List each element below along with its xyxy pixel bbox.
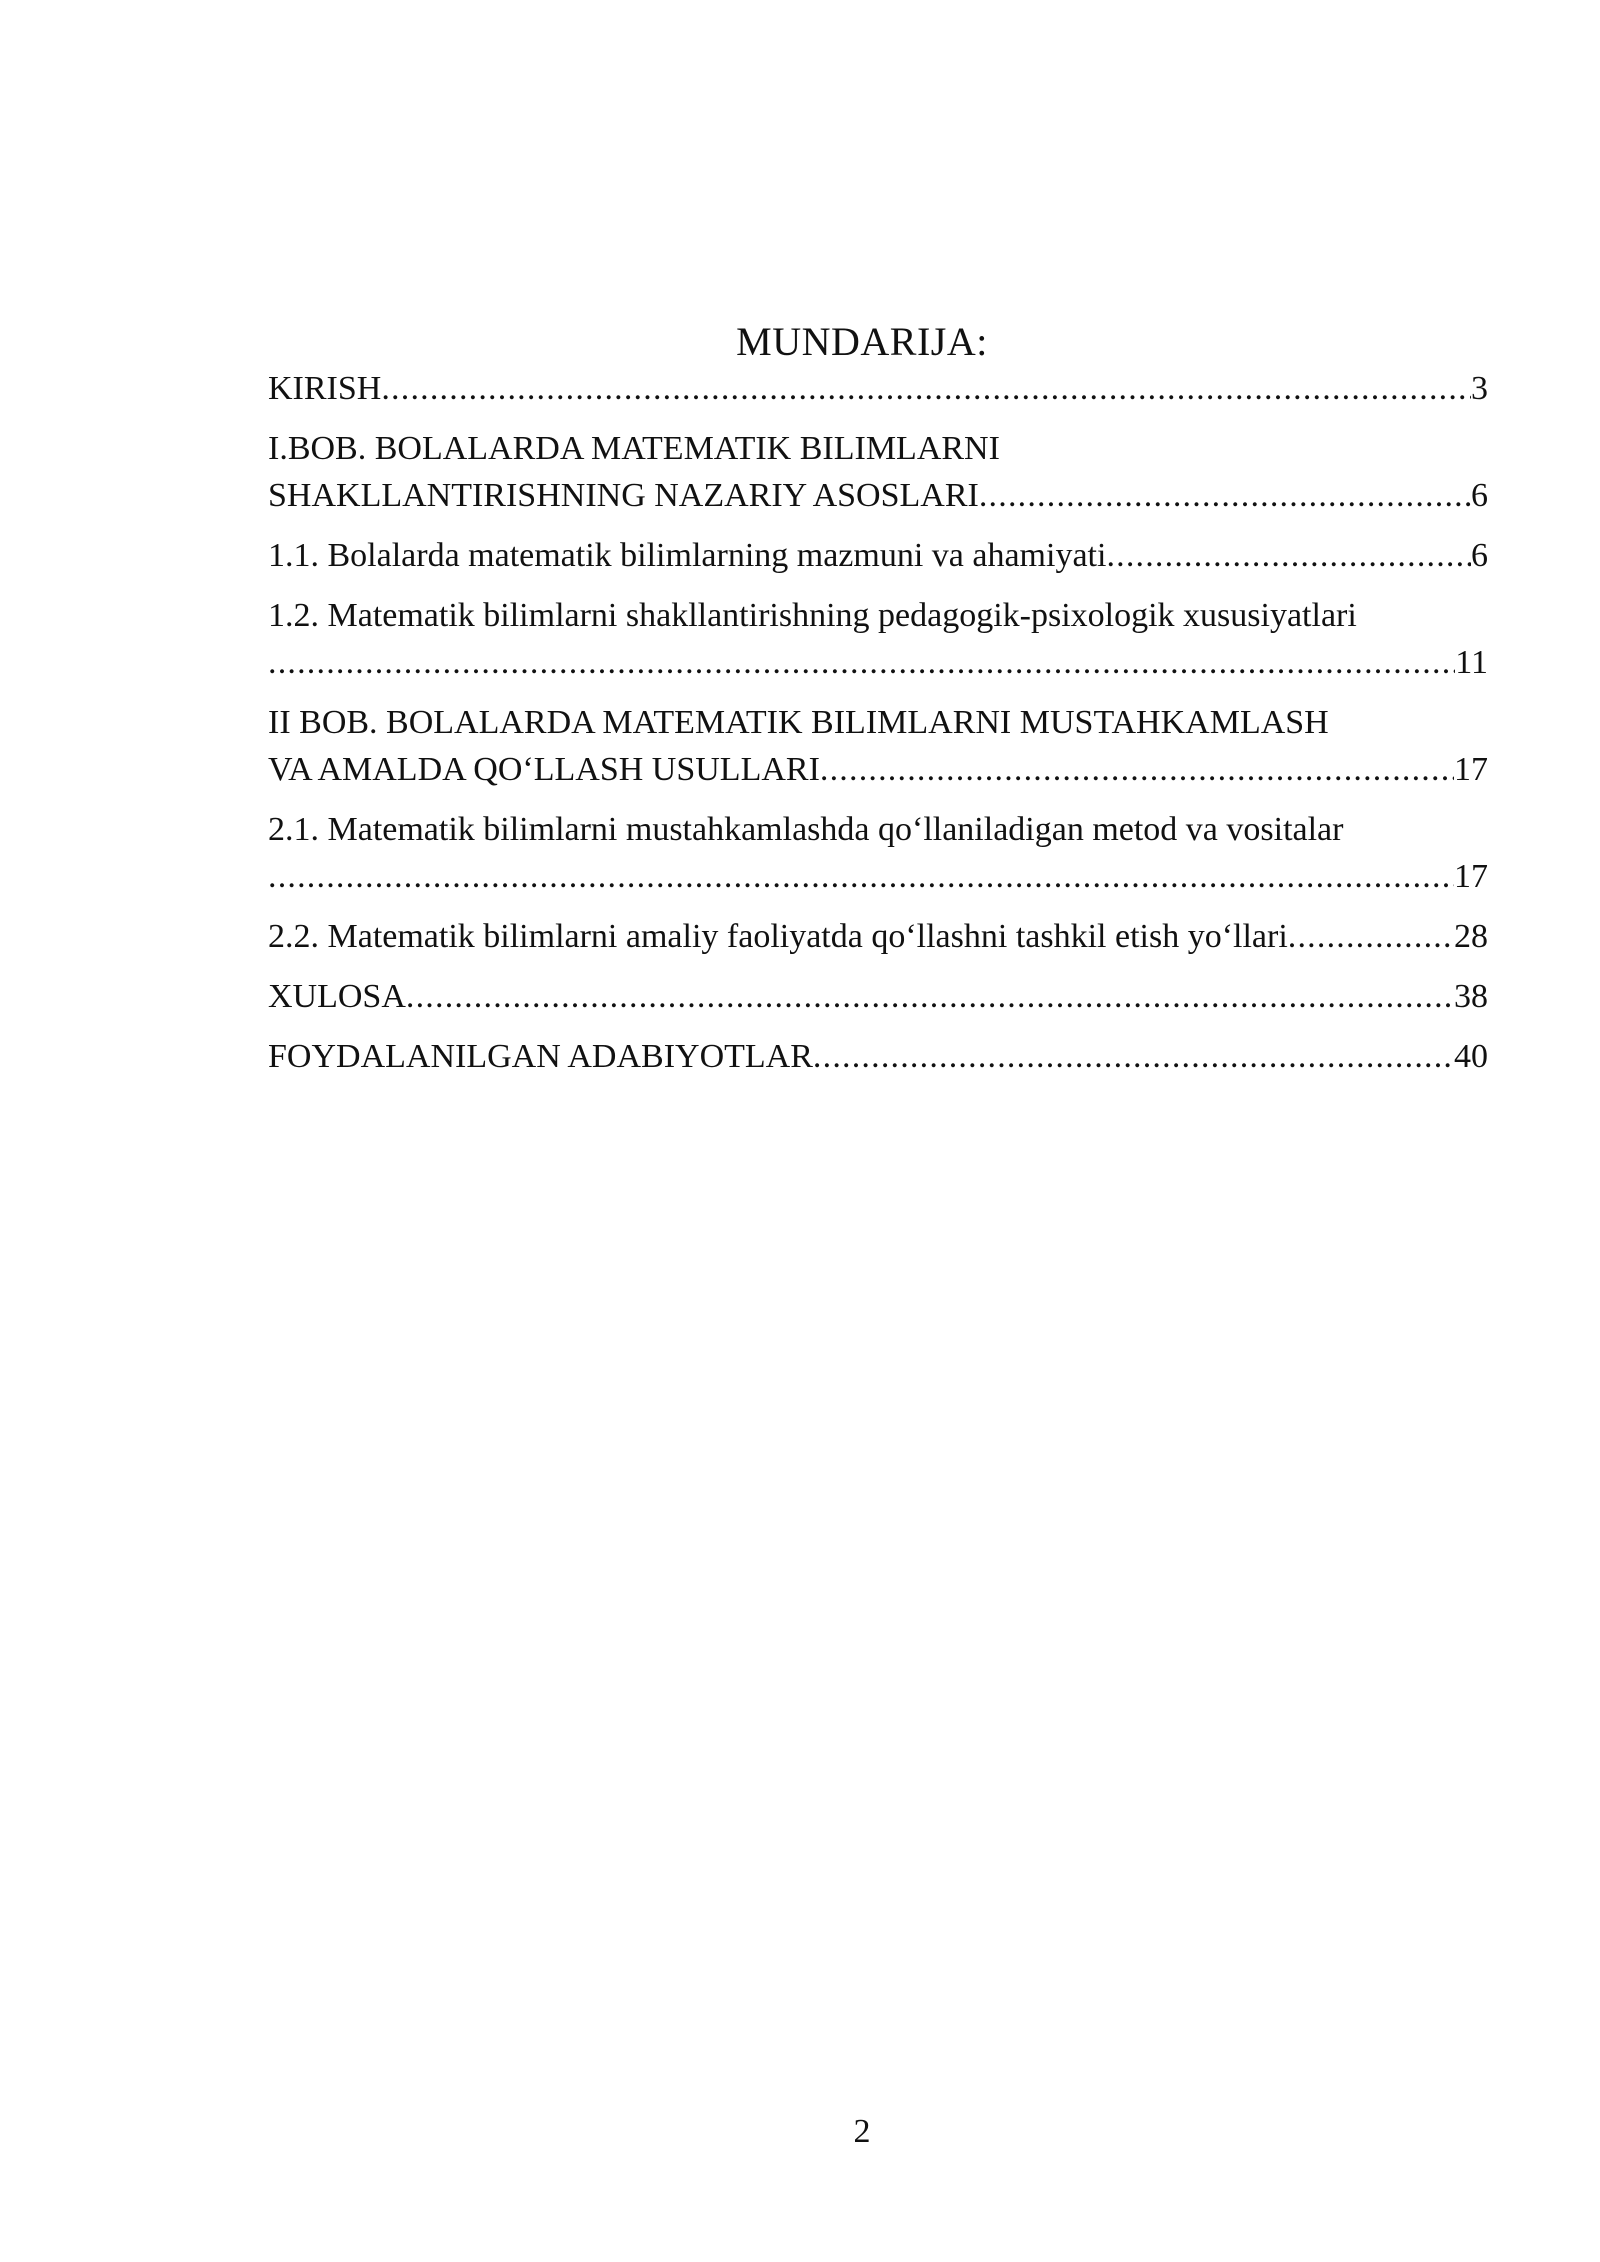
toc-line bbox=[268, 532, 1488, 579]
toc-entry-section-1-2[interactable] bbox=[268, 592, 1488, 686]
toc-entry-text: KIRISH bbox=[268, 370, 382, 407]
toc-entry-section-2-1[interactable] bbox=[268, 806, 1488, 900]
toc-leader-dots bbox=[1288, 913, 1454, 960]
toc-leader-dots bbox=[1106, 532, 1471, 579]
toc-leader-dots bbox=[406, 973, 1454, 1020]
toc-page-number: 11 bbox=[1455, 644, 1488, 681]
toc-entry-heading: 2.1. Matematik bilimlarni mustahkamlashda qo‘llaniladigan metod va vositalar bbox=[268, 811, 1344, 848]
toc-entry-chapter-1[interactable] bbox=[268, 425, 1488, 519]
toc-entry-section-1-1[interactable] bbox=[268, 532, 1488, 579]
toc-entry-heading: II BOB. BOLALARDA MATEMATIK BILIMLARNI MUSTAHKAMLASH bbox=[268, 704, 1329, 741]
toc-entry-adabiyotlar[interactable] bbox=[268, 1033, 1488, 1080]
toc-entry-section-2-2[interactable] bbox=[268, 913, 1488, 960]
toc-entry-text: FOYDALANILGAN ADABIYOTLAR bbox=[268, 1038, 813, 1075]
toc-page-number: 3 bbox=[1471, 370, 1488, 407]
toc-page-number: 40 bbox=[1454, 1038, 1488, 1075]
toc-title: MUNDARIJA: bbox=[736, 319, 988, 364]
toc-leader-dots bbox=[268, 853, 1454, 900]
toc-entry-text: VA AMALDA QO‘LLASH USULLARI bbox=[268, 751, 820, 788]
toc-entry-kirish[interactable] bbox=[268, 365, 1488, 412]
toc-page-number: 38 bbox=[1454, 978, 1488, 1015]
toc-entry-xulosa[interactable] bbox=[268, 973, 1488, 1020]
toc-entry-heading: 1.2. Matematik bilimlarni shakllantirishning pedagogik-psixologik xususiyatlari bbox=[268, 597, 1357, 634]
toc-leader-dots bbox=[820, 746, 1454, 793]
toc-leader-dots bbox=[381, 365, 1471, 412]
toc-line bbox=[268, 913, 1488, 960]
toc-line bbox=[268, 472, 1488, 519]
toc-leader-dots bbox=[813, 1033, 1454, 1080]
toc-page-number: 17 bbox=[1454, 751, 1488, 788]
toc-leader-dots bbox=[268, 639, 1455, 686]
toc-leader-dots bbox=[979, 472, 1471, 519]
toc-page-number: 6 bbox=[1471, 477, 1488, 514]
toc-page-number: 17 bbox=[1454, 858, 1488, 895]
table-of-contents bbox=[268, 365, 1488, 1093]
toc-line bbox=[268, 639, 1488, 686]
page-number: 2 bbox=[853, 2113, 871, 2150]
toc-entry-text: 1.1. Bolalarda matematik bilimlarning mazmuni va ahamiyati bbox=[268, 537, 1107, 574]
toc-entry-text: XULOSA bbox=[268, 978, 406, 1015]
toc-entry-text: 2.2. Matematik bilimlarni amaliy faoliyatda qo‘llashni tashkil etish yo‘llari bbox=[268, 918, 1288, 955]
toc-page-number: 6 bbox=[1471, 537, 1488, 574]
toc-page-number: 28 bbox=[1454, 918, 1488, 955]
toc-entry-text: SHAKLLANTIRISHNING NAZARIY ASOSLARI bbox=[268, 477, 979, 514]
toc-line bbox=[268, 853, 1488, 900]
toc-line bbox=[268, 365, 1488, 412]
toc-line bbox=[268, 1033, 1488, 1080]
toc-line bbox=[268, 746, 1488, 793]
toc-entry-chapter-2[interactable] bbox=[268, 699, 1488, 793]
toc-entry-heading: I.BOB. BOLALARDA MATEMATIK BILIMLARNI bbox=[268, 430, 1000, 467]
toc-line bbox=[268, 973, 1488, 1020]
